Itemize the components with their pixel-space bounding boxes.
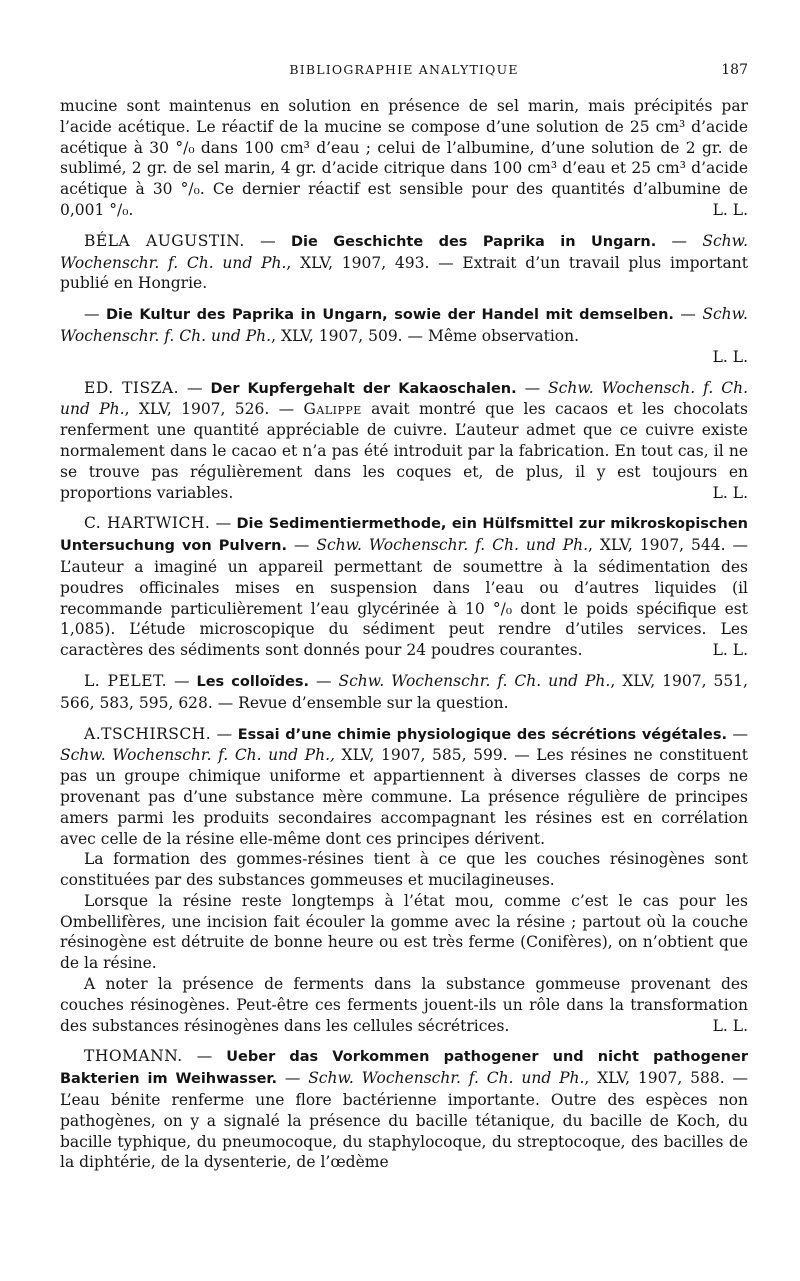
separator: —	[179, 378, 211, 397]
paragraph-text: A noter la présence de ferments dans la substance gommeuse provenant des couches résinogènes. Peut-être ces ferments jouent-ils un rôle dans la transformation des substances résinogènes dans les cellules sécrétrices.	[60, 975, 748, 1035]
bibliography-entry	[60, 231, 748, 294]
paragraph	[60, 513, 748, 661]
paragraph	[60, 96, 748, 221]
entry-reference: , XLV, 1907, 551, 566, 583, 595, 628. — Revue d’ensemble sur la question.	[60, 671, 748, 712]
separator: —	[656, 231, 703, 250]
separator: —	[309, 671, 339, 690]
paragraph	[60, 231, 748, 294]
paragraph-text: mucine sont maintenus en solution en présence de sel marin, mais précipités par l’acide acétique. Le réactif de la mucine se compose d’une solution de 25 cm³ d’acide acétique à 30 °/₀ dans 100 cm³ d’eau ; celui de l’albumine, d’une solution de 2 gr. de sublimé, 2 gr. de sel marin, 4 gr. d’acide citrique dans 100 cm³ d’eau et 25 cm³ d’acide acétique à 30 °/₀. Ce dernier réactif est sensible pour des quantités d’albumine de 0,001 °/₀.	[60, 97, 748, 219]
separator: —	[211, 724, 238, 743]
paragraph	[60, 304, 748, 347]
entry-reference: , XLV, 1907, 588. — L’eau bénite renferme une flore bactérienne importante. Outre des espèces non pathogènes, on y a signalé la présence du bacille tétanique, du bacille de Koch, du bacille typhique, du pneumocoque, du staphylocoque, du streptocoque, des bacilles de la diphtérie, de la dysenterie, de l’œdème	[60, 1069, 748, 1172]
entry-title: Der Kupfergehalt der Kakaoschalen.	[210, 380, 517, 397]
paragraph	[60, 671, 748, 714]
entry-journal: Schw. Wochenschr. f. Ch. und Ph.	[60, 305, 748, 345]
separator: —	[516, 378, 549, 397]
paragraph	[60, 724, 748, 850]
separator: —	[244, 231, 291, 250]
entry-title: Ueber das Vorkommen pathogener und nicht pathogener Bakterien im Weihwasser.	[60, 1049, 748, 1088]
entry-title: Die Sedimentiermethode, ein Hülfsmittel zur mikroskopischen Untersuchung von Pulvern.	[60, 516, 749, 555]
intro-continuation	[60, 96, 748, 221]
paragraph: Lorsque la résine reste longtemps à l’état mou, comme c’est le cas pour les Ombellifères, une incision fait écouler la gomme avec la résine ; partout où la couche résinogène est détruite de bonne heure ou est très ferme (Conifères), on n’obtient que de la résine.	[60, 891, 748, 973]
page	[60, 60, 748, 1173]
separator: —	[182, 1047, 227, 1066]
lead-dash: —	[84, 305, 106, 324]
entry-reference: XLV, 1907, 585, 599. — Les résines ne constituent pas un groupe chimique uniforme et appartiennent à diverses classes de corps ne provenant pas d’une substance mère commune. La présence régulière de principes amers parmi les produits secondaires accompagnant les résines est en corrélation avec celle de la résine elle-même dont ces principes dérivent.	[60, 746, 748, 848]
entry-journal: Schw. Wochenschr. f. Ch. und Ph.	[308, 1069, 585, 1088]
entry-author: C. HARTWICH.	[84, 514, 211, 533]
bibliography-entry	[60, 513, 748, 661]
entry-journal: Schw. Wochenschr. f. Ch. und Ph.	[60, 231, 749, 272]
page-number: 187	[721, 62, 748, 78]
entry-reference: , XLV, 1907, 509. — Même observation.	[271, 326, 580, 345]
bibliography-entry	[60, 304, 748, 367]
entry-author: ED. TISZA.	[84, 378, 180, 397]
separator: —	[277, 1069, 309, 1088]
signature: L. L.	[712, 1016, 748, 1035]
bibliography-entry	[60, 724, 748, 1037]
entry-reference: , XLV, 1907, 544. — L’auteur a imaginé un appareil permettant de soumettre à la sédimentation des poudres officinales mises en suspension dans l’eau ou d’autres liquides (il recommande particulièrement l’eau glycérinée à 10 °/₀ dont le poids spécifique est 1,085). L’étude microscopique du sédiment peut rendre d’utiles services. Les caractères des sédiments sont donnés pour 24 poudres courantes.	[60, 536, 748, 660]
entry-author: THOMANN.	[84, 1047, 183, 1066]
separator: —	[210, 514, 237, 533]
running-header	[60, 60, 748, 84]
bibliography-entry	[60, 1046, 748, 1173]
entry-body: avait montré que les cacaos et les chocolats renferment une quantité appréciable de cuivre. L’auteur admet que ce cuivre existe normalement dans le cacao et n’a pas été introduit par la fabrication. En tout cas, il ne se trouve pas régulièrement dans les coques et, de plus, il y est toujours en proportions variables.	[60, 400, 748, 502]
entry-journal: Schw. Wochenschr. f. Ch. und Ph.	[316, 536, 589, 555]
bibliography-entry	[60, 378, 748, 504]
separator: —	[726, 724, 748, 743]
bibliography-entry	[60, 671, 748, 714]
entry-reference: , XLV, 1907, 526. —	[124, 400, 304, 419]
cited-author: Galippe	[303, 400, 362, 419]
entry-author: A.TSCHIRSCH.	[84, 724, 212, 743]
paragraph	[60, 974, 748, 1036]
signature: L. L.	[712, 641, 748, 660]
entry-title: Les colloïdes.	[196, 673, 310, 690]
signature: L. L.	[712, 200, 748, 219]
entry-title: Essai d’une chimie physiologique des sécrétions végétales.	[237, 726, 727, 743]
entry-author: L. PELET.	[84, 671, 168, 690]
paragraph	[60, 1046, 748, 1173]
entry-journal: Schw. Wochenschr. f. Ch. und Ph.	[338, 671, 611, 690]
entry-journal: Schw. Wochenschr. f. Ch. und Ph.,	[60, 746, 335, 765]
entry-reference: , XLV, 1907, 493. — Extrait d’un travail plus important publié en Hongrie.	[60, 253, 748, 293]
running-title: BIBLIOGRAPHIE ANALYTIQUE	[289, 62, 519, 77]
entry-title: Die Geschichte des Paprika in Ungarn.	[290, 233, 657, 250]
separator: —	[167, 671, 197, 690]
paragraph: La formation des gommes-résines tient à ce que les couches résinogènes sont constituées par des substances gommeuses et mucilagineuses.	[60, 850, 748, 890]
entry-author: BÉLA AUGUSTIN.	[84, 231, 245, 250]
entry-journal: Schw. Wochensch. f. Ch. und Ph.	[60, 378, 748, 419]
signature: L. L.	[712, 347, 748, 366]
paragraph	[60, 378, 748, 504]
separator: —	[286, 536, 317, 555]
entry-title: Die Kultur des Paprika in Ungarn, sowie der Handel mit demselben.	[105, 307, 674, 324]
signature: L. L.	[712, 483, 748, 502]
separator: —	[673, 305, 703, 324]
